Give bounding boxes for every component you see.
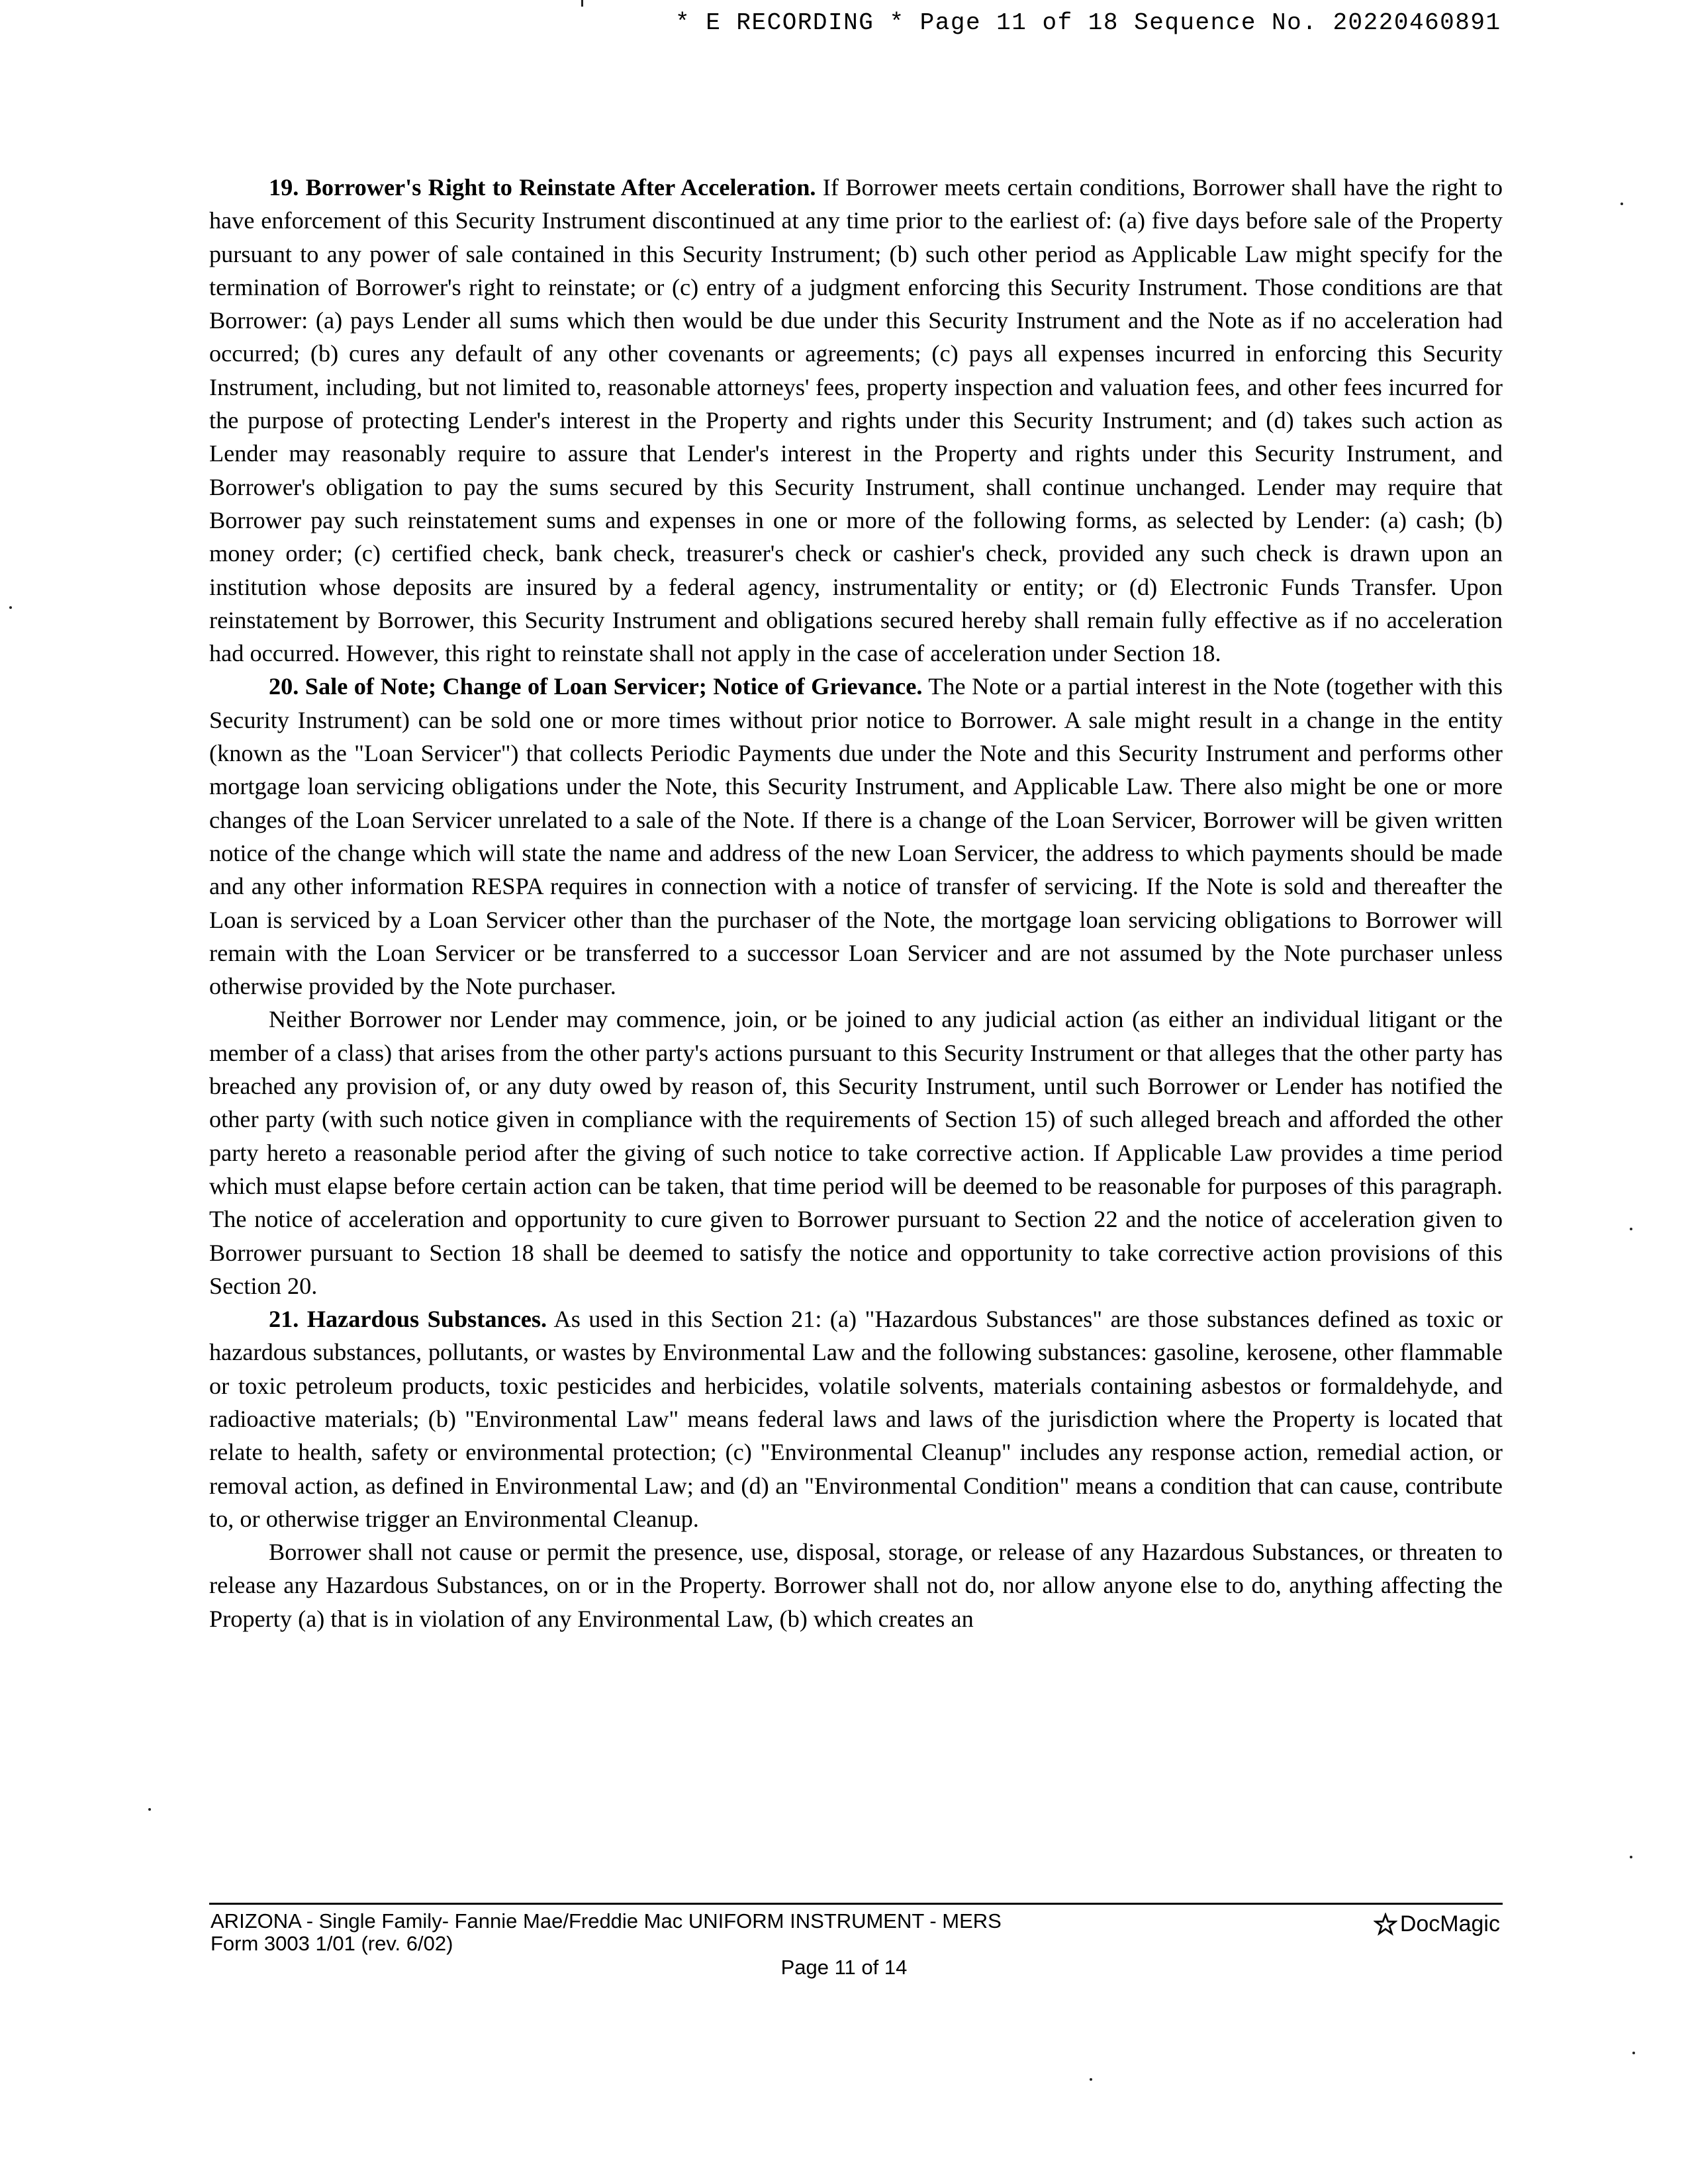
scan-speck [1620, 203, 1623, 205]
scan-speck [1632, 2052, 1635, 2054]
section-19-text: If Borrower meets certain conditions, Borrower shall have the right to have enforcement of this Security Instrument discontinued at any time prior to the earliest of: (a) five days before sale of the Property pursuant to any power of sale contained in this Security Instrument; (b) such other period as Applicable Law might specify for the termination of Borrower's right to reinstate; or (c) entry of a judgment enforcing this Security Instrument. Those conditions are that Borrower: (a) pays Lender all sums which then would be due under this Security Instrument and the Note as if no acceleration had occurred; (b) cures any default of any other covenants or agreements; (c) pays all expenses incurred in enforcing this Security Instrument, including, but not limited to, reasonable attorneys' fees, property inspection and valuation fees, and other fees incurred for the purpose of protecting Lender's interest in the Property and rights under this Security Instrument; and (d) takes such action as Lender may reasonably require to assure that Lender's interest in the Property and rights under this Security Instrument, and Borrower's obligation to pay the sums secured by this Security Instrument, shall continue unchanged. Lender may require that Borrower pay such reinstatement sums and expenses in one or more of the following forms, as selected by Lender: (a) cash; (b) money order; (c) certified check, bank check, treasurer's check or cashier's check, provided any such check is drawn upon an institution whose deposits are insured by a federal agency, instrumentality or entity; or (d) Electronic Funds Transfer. Upon reinstatement by Borrower, this Security Instrument and obligations secured hereby shall remain fully effective as if no acceleration had occurred. However, this right to reinstate shall not apply in the case of acceleration under Section 18. [209, 174, 1503, 667]
scan-speck [1630, 1228, 1632, 1230]
footer-brand-logo [1374, 1911, 1500, 1937]
footer-form-line-1: ARIZONA - Single Family- Fannie Mae/Freddie Mac UNIFORM INSTRUMENT - MERS [211, 1909, 1002, 1933]
section-20-heading: 20. Sale of Note; Change of Loan Servicer; Notice of Grievance. [269, 673, 923, 700]
recording-header: * E RECORDING * Page 11 of 18 Sequence No. 20220460891 [675, 9, 1501, 36]
footer-divider [209, 1903, 1503, 1905]
scan-speck [1630, 1856, 1632, 1858]
section-21-heading: 21. Hazardous Substances. [269, 1306, 547, 1333]
section-21-paragraph-2: Borrower shall not cause or permit the presence, use, disposal, storage, or release of any Hazardous Substances, or threaten to release any Hazardous Substances, on or in the Property. Borrower shall not do, nor allow anyone else to do, anything affecting the Property (a) that is in violation of any Environmental Law, (b) which creates an [209, 1539, 1503, 1632]
scan-speck [581, 0, 583, 7]
section-19-heading: 19. Borrower's Right to Reinstate After Acceleration. [269, 174, 816, 201]
document-body [209, 171, 1503, 1635]
section-19-paragraph [209, 171, 1503, 670]
scan-speck [148, 1808, 151, 1811]
footer-form-info [211, 1910, 1002, 1955]
section-21-text: As used in this Section 21: (a) "Hazardous Substances" are those substances defined as toxic or hazardous substances, pollutants, or wastes by Environmental Law and the following substances: gasoline, kerosene, other flammable or toxic petroleum products, toxic pesticides and herbicides, volatile solvents, materials containing asbestos or formaldehyde, and radioactive materials; (b) "Environmental Law" means federal laws and laws of the jurisdiction where the Property is located that relate to health, safety or environmental protection; (c) "Environmental Cleanup" includes any response action, remedial action, or removal action, as defined in Environmental Law; and (d) an "Environmental Condition" means a condition that can cause, contribute to, or otherwise trigger an Environmental Cleanup. [209, 1306, 1503, 1532]
section-20-paragraph-2: Neither Borrower nor Lender may commence, join, or be joined to any judicial action (as either an individual litigant or the member of a class) that arises from the other party's actions pursuant to this Security Instrument or that alleges that the other party has breached any provision of, or any duty owed by reason of, this Security Instrument, until such Borrower or Lender has notified the other party (with such notice given in compliance with the requirements of Section 15) of such alleged breach and afforded the other party hereto a reasonable period after the giving of such notice to take corrective action. If Applicable Law provides a time period which must elapse before certain action can be taken, that time period will be deemed to be reasonable for purposes of this paragraph. The notice of acceleration and opportunity to cure given to Borrower pursuant to Section 22 and the notice of acceleration given to Borrower pursuant to Section 18 shall be deemed to satisfy the notice and opportunity to take corrective action provisions of this Section 20. [209, 1006, 1503, 1299]
section-20-paragraph [209, 670, 1503, 1003]
section-20-text: The Note or a partial interest in the Note (together with this Security Instrument) can be sold one or more times without prior notice to Borrower. A sale might result in a change in the entity (known as the "Loan Servicer") that collects Periodic Payments due under the Note and this Security Instrument and performs other mortgage loan servicing obligations under the Note, this Security Instrument, and Applicable Law. There also might be one or more changes of the Loan Servicer unrelated to a sale of the Note. If there is a change of the Loan Servicer, Borrower will be given written notice of the change which will state the name and address of the new Loan Servicer, the address to which payments should be made and any other information RESPA requires in connection with a notice of transfer of servicing. If the Note is sold and thereafter the Loan is serviced by a Loan Servicer other than the purchaser of the Note, the mortgage loan servicing obligations to Borrower will remain with the Loan Servicer or be transferred to a successor Loan Servicer and are not assumed by the Note purchaser unless otherwise provided by the Note purchaser. [209, 673, 1503, 1000]
scan-speck [9, 606, 12, 609]
footer-page-number: Page 11 of 14 [780, 1956, 908, 1979]
scan-speck [1090, 2078, 1092, 2081]
brand-name: DocMagic [1399, 1911, 1500, 1936]
star-icon [1374, 1913, 1397, 1936]
section-21-paragraph [209, 1302, 1503, 1535]
footer-form-line-2: Form 3003 1/01 (rev. 6/02) [211, 1932, 453, 1955]
